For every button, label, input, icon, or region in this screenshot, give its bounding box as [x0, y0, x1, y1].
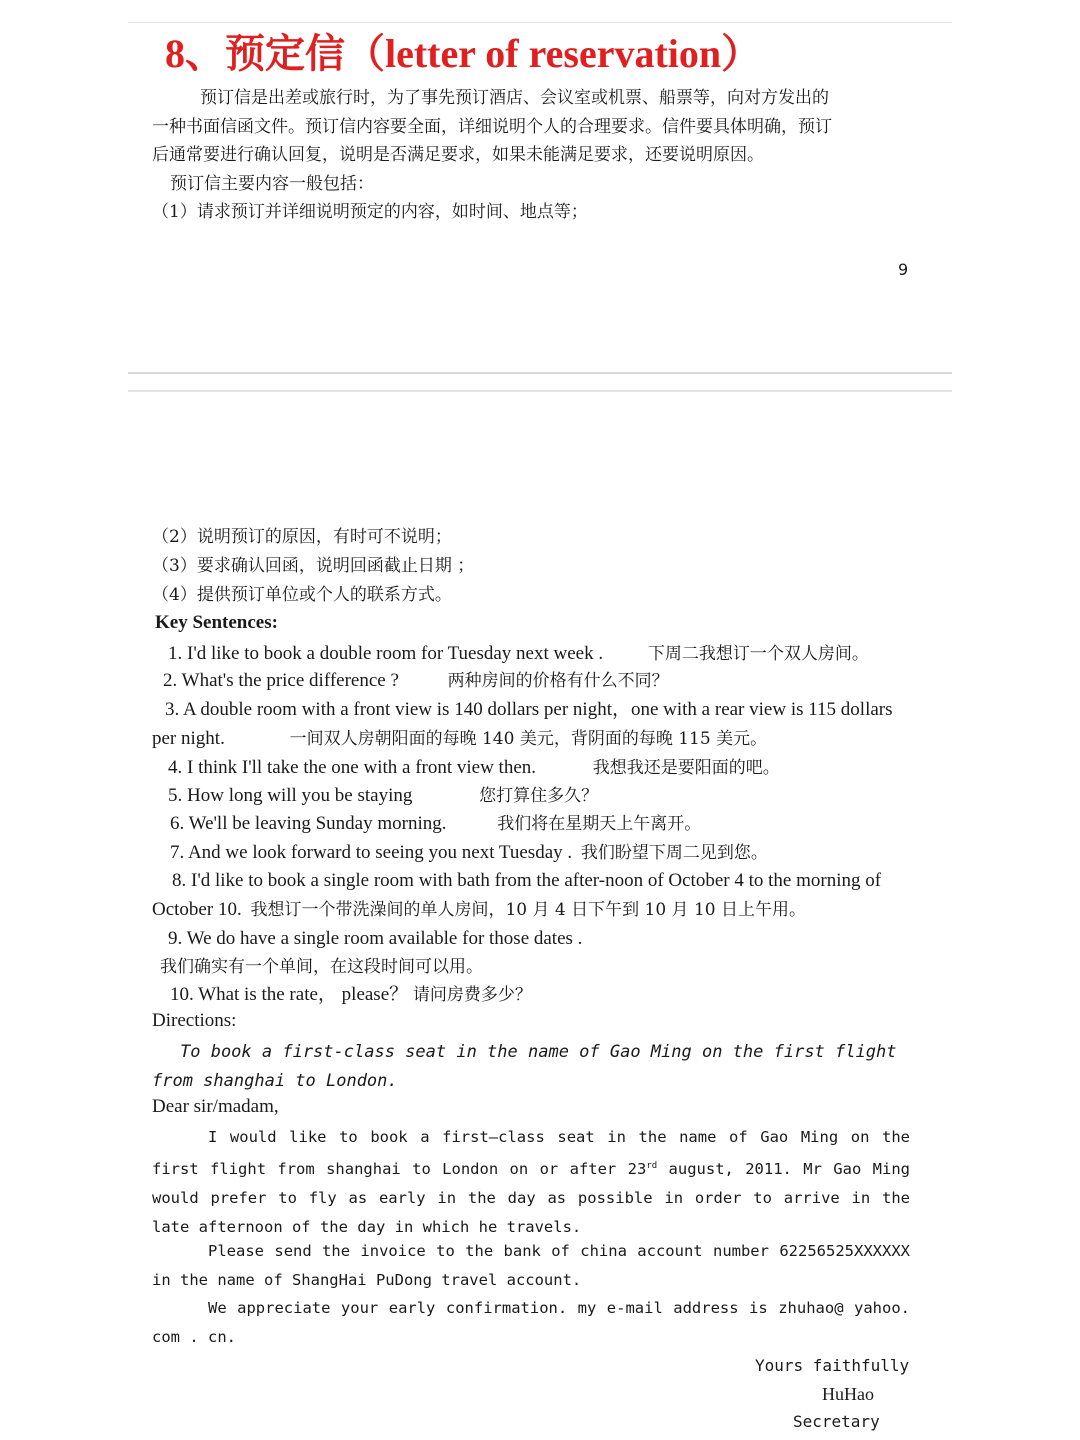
- key-sentences-label: Key Sentences:: [155, 612, 278, 633]
- sentence-9-cn: [160, 952, 922, 982]
- content-heading: 预订信主要内容一般包括：: [170, 174, 374, 194]
- sentence-cn: 我想我还是要阳面的吧。: [592, 758, 780, 778]
- point-4: （4）提供预订单位或个人的联系方式。: [152, 585, 452, 605]
- top-page-border: [128, 22, 952, 23]
- sentence-cn: 两种房间的价格有什么不同？: [447, 671, 669, 691]
- point-1: （1）请求预订并详细说明预定的内容，如时间、地点等；: [152, 202, 588, 222]
- sentence-9: [168, 924, 930, 953]
- sentence-cn: 请问房费多少？: [412, 985, 532, 1005]
- letter-paragraph-3: We appreciate your early confirmation. my e-mail address is zhuhao@ yahoo. com . cn.: [152, 1299, 910, 1346]
- sentence-6: [170, 809, 932, 839]
- letter-paragraph-1: [152, 1123, 910, 1242]
- sentence-en: 1. I'd like to book a double room for Tuesday next week .: [168, 643, 604, 664]
- page-break-line-top: [128, 372, 952, 374]
- signer-title: Secretary: [793, 1412, 880, 1431]
- page-number: 9: [898, 260, 909, 279]
- sentence-cn: 我们盼望下周二见到您。: [580, 843, 768, 863]
- sentence-7: [170, 838, 932, 868]
- ordinal-suffix: rd: [646, 1161, 658, 1171]
- sentence-2: [163, 666, 925, 696]
- sentence-8: [172, 866, 914, 895]
- sentence-cn: 我们确实有一个单间，在这段时间可以用。: [160, 957, 483, 977]
- sentence-en: 5. How long will you be staying: [168, 785, 413, 806]
- sentence-en: 6. We'll be leaving Sunday morning.: [170, 813, 447, 834]
- sentence-en-cont: October 10.: [152, 899, 242, 920]
- signer-name: HuHao: [822, 1384, 874, 1404]
- intro-line-2: 一种书面信函文件。预订信内容要全面，详细说明个人的合理要求。信件要具体明确，预订: [152, 117, 832, 137]
- point-3: （3）要求确认回函，说明回函截止日期 ；: [152, 556, 475, 576]
- sentence-8-cont: [152, 895, 914, 925]
- sentence-en-cont: per night.: [152, 728, 225, 749]
- sentence-cn: 一间双人房朝阳面的每晚 140 美元，背阴面的每晚 115 美元。: [289, 729, 768, 749]
- directions-task: To book a first-class seat in the name of Gao Ming on the first flight from shanghai to London.: [152, 1042, 897, 1091]
- sentence-1: [168, 639, 930, 669]
- letter-p1-text: I would like to book a first—class seat in the name of Gao Ming on the first flight from shanghai to London on or after 23: [152, 1128, 910, 1179]
- letter-p1-text-cont: august, 2011. Mr Gao Ming would prefer to fly as early in the day as possible in order to arrive in the late afternoon of the day in which he travels.: [152, 1160, 910, 1237]
- sentence-en: 10. What is the rate， please？: [170, 984, 409, 1005]
- intro-line-3: 后通常要进行确认回复，说明是否满足要求，如果未能满足要求，还要说明原因。: [152, 145, 764, 165]
- sentence-cn: 您打算住多久？: [479, 786, 599, 806]
- directions-label: Directions:: [152, 1010, 237, 1031]
- sentence-en: 7. And we look forward to seeing you next Tuesday .: [170, 842, 573, 863]
- sentence-cn: 我想订一个带洗澡间的单人房间，10 月 4 日下午到 10 月 10 日上午用。: [250, 900, 806, 920]
- sentence-cn: 下周二我想订一个双人房间。: [647, 644, 869, 664]
- sentence-10: [170, 980, 932, 1010]
- sentence-3-cont: [152, 724, 914, 754]
- sentence-en: 3. A double room with a front view is 140 dollars per night，one with a rear view is 115 dollars: [165, 699, 893, 720]
- intro-line-1: 预订信是出差或旅行时，为了事先预订酒店、会议室或机票、船票等，向对方发出的: [200, 88, 829, 108]
- sentence-en: 2. What's the price difference ?: [163, 670, 399, 691]
- sentence-cn: 我们将在星期天上午离开。: [497, 814, 702, 834]
- sentence-3: [165, 695, 927, 724]
- closing: Yours faithfully: [755, 1356, 910, 1375]
- point-2: （2）说明预订的原因，有时可不说明；: [152, 527, 452, 547]
- sentence-en: 9. We do have a single room available for those dates .: [168, 928, 583, 949]
- sentence-4: [168, 753, 930, 783]
- page-title: 8、预定信（letter of reservation）: [165, 31, 762, 76]
- sentence-5: [168, 781, 930, 811]
- letter-paragraph-2: Please send the invoice to the bank of china account number 62256525XXXXXX in the name of ShangHai PuDong travel account.: [152, 1242, 910, 1289]
- page-break-line-bottom: [128, 390, 952, 392]
- salutation: Dear sir/madam,: [152, 1096, 279, 1117]
- sentence-en: 8. I'd like to book a single room with bath from the after-noon of October 4 to the morning of: [172, 870, 882, 891]
- sentence-en: 4. I think I'll take the one with a front view then.: [168, 757, 537, 778]
